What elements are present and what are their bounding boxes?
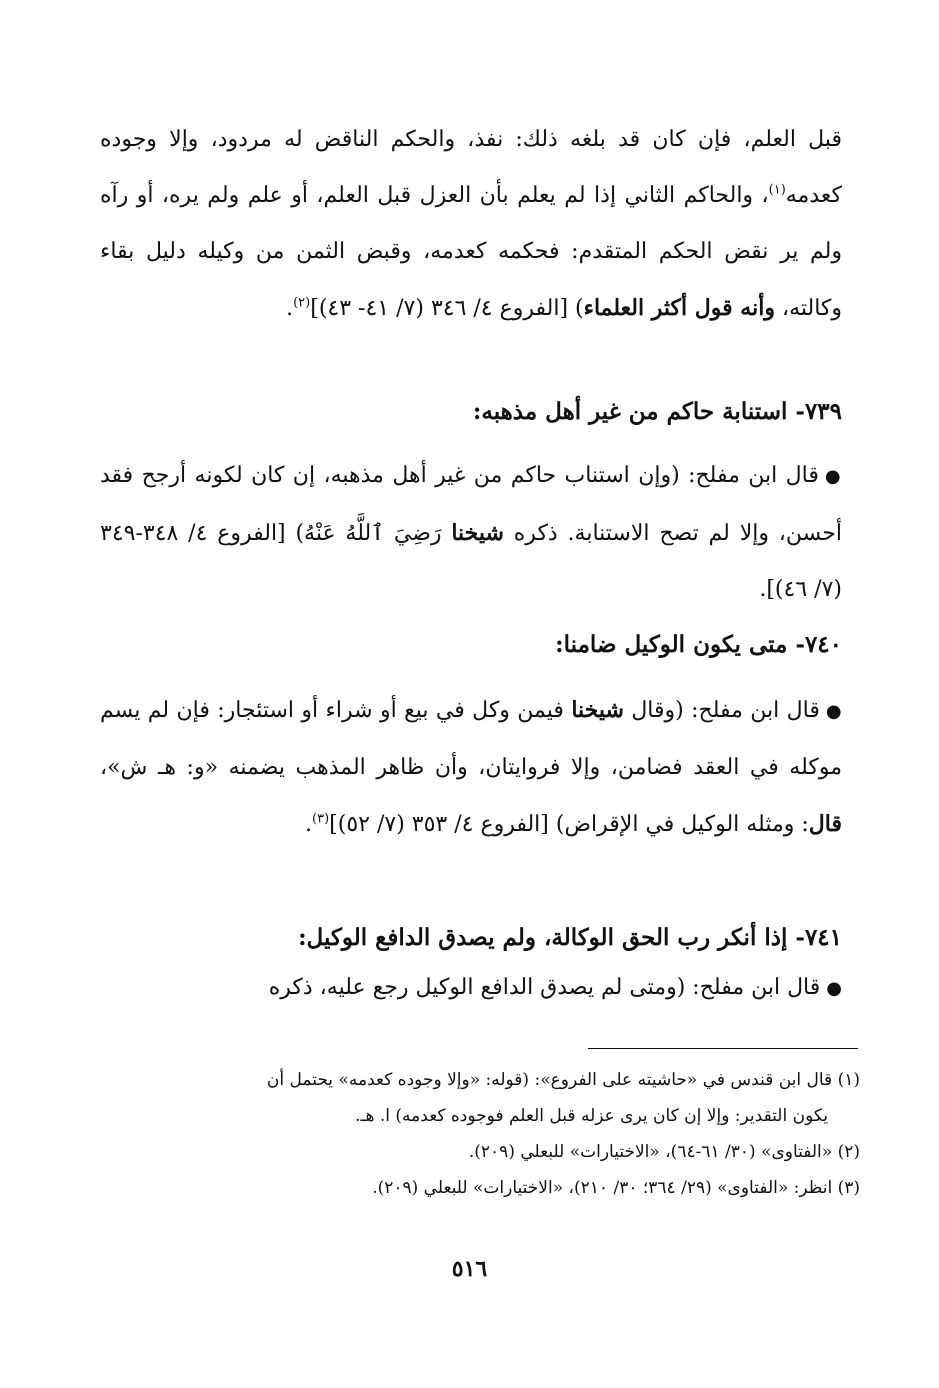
section-741-heading: ٧٤١- إذا أنكر رب الحق الوكالة، ولم يصدق الدافع الوكيل: [298, 924, 842, 951]
section-740-text-a: قال ابن مفلح: (وقال [623, 698, 820, 723]
section-740-bold-2: قال [808, 811, 842, 837]
section-740-text-b: فيمن وكل في بيع أو شراء أو استئجار: فإن لم يسم موكله في العقد فضامن، وإلا فروايتان، وأن ظاهر المذهب يضمنه «و: هـ ش»، [100, 698, 842, 780]
para-line-2a: وجوده كعدمه [100, 127, 842, 208]
section-739-text-b: ) [الفروع ٤/ ٣٤٨-٣٤٩ (٧/ ٤٦)]. [100, 521, 842, 602]
para-line-4-bold: وأنه قول أكثر العلماء [583, 295, 775, 321]
footnote-divider [588, 1048, 858, 1049]
page-number: ٥١٦ [451, 1256, 488, 1282]
footnote-2: (٢) «الفتاوى» (٣٠/ ٦١-٦٤)، «الاختيارات» للبعلي (٢٠٩). [468, 1142, 860, 1162]
footnote-ref-3: (٣) [312, 811, 330, 827]
section-740-end: . [305, 812, 312, 837]
section-740-bold-1: شيخنا [571, 697, 624, 723]
footnote-ref-1: (١) [768, 182, 786, 198]
section-741-text: قال ابن مفلح: (ومتى لم يصدق الدافع الوكيل رجع عليه، ذكره [268, 975, 821, 1000]
bullet-icon: ● [826, 978, 842, 999]
para-line-5-end: . [286, 296, 294, 321]
footnote-ref-2: (٢) [293, 295, 311, 311]
section-739-paragraph [100, 448, 842, 618]
section-740-text-c: : ومثله الوكيل في الإقراض) [الفروع ٤/ ٣٥٣ (٧/ ٥٢)] [329, 812, 809, 837]
para-line-3: ولم يره، أو رآه ولم ير نقض الحكم المتقدم: فحكمه كعدمه، وقبض الثمن [100, 183, 842, 264]
footnote-1-line-2: يكون التقدير: وإلا إن كان يرى عزله قبل العلم فوجوده كعدمه) ا. هـ. [355, 1106, 828, 1126]
section-739-honorific: رَضِيَ ٱللَّهُ عَنْهُ [304, 521, 452, 546]
para-line-4b: ) [الفروع ٤/ ٣٤٦ (٧/ ٤١- [358, 296, 584, 321]
para-line-4a: من وكيله دليل بقاء وكالته، [100, 239, 842, 321]
footnote-3: (٣) انظر: «الفتاوى» (٢٩/ ٣٦٤؛ ٣٠/ ٢١٠)، «الاختيارات» للبعلي (٢٠٩). [372, 1178, 860, 1198]
bullet-icon: ● [825, 701, 842, 722]
section-741-paragraph [100, 960, 842, 1017]
footnote-1-line-1: (١) قال ابن قندس في «حاشيته على الفروع»: (قوله: «وإلا وجوده كعدمه» يحتمل أن [266, 1070, 860, 1090]
para-line-5: ٤٣)] [310, 296, 352, 321]
bullet-icon: ● [824, 466, 842, 487]
footnotes [100, 1062, 860, 1206]
para-line-1: قبل العلم، فإن كان قد بلغه ذلك: نفذ، والحكم الناقض له مردود، وإلا [169, 127, 842, 152]
para-line-2b: ، والحاكم الثاني إذا لم يعلم بأن العزل قبل العلم، أو علم [247, 183, 769, 208]
section-739-text-a: قال ابن مفلح: (وإن استناب حاكم من غير أهل مذهبه، إن كان لكونه أرجح فقد أحسن، وإلا لم تصح الاستنابة. ذكره [100, 463, 842, 546]
section-739-bold: شيخنا [451, 520, 504, 546]
section-740-heading: ٧٤٠- متى يكون الوكيل ضامنا: [555, 631, 842, 658]
continuation-paragraph [100, 112, 842, 337]
section-740-paragraph [100, 682, 842, 853]
section-739-heading: ٧٣٩- استنابة حاكم من غير أهل مذهبه: [472, 398, 842, 425]
